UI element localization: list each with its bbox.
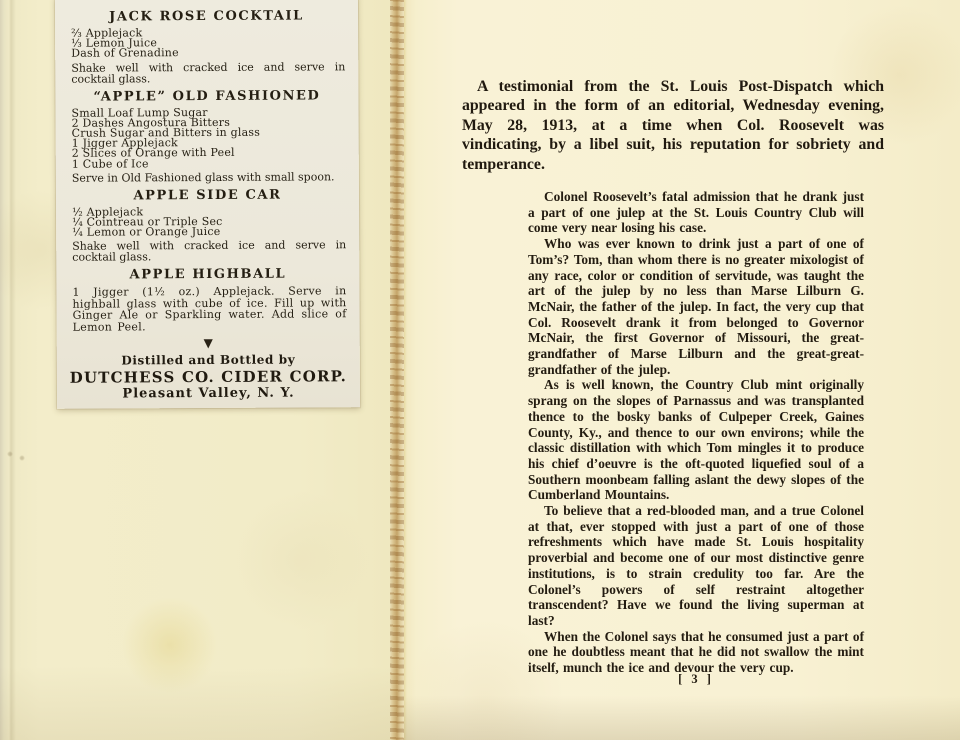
ingredient-line: ⅔ Applejack xyxy=(71,26,143,40)
recipe-title-apple-old-fashioned: “APPLE” OLD FASHIONED xyxy=(93,88,321,105)
ingredient-line: Small Loaf Lump Sugar xyxy=(71,105,208,120)
recipe-instructions: 1 Jigger (1½ oz.) Applejack. Serve in highball glass with cube of ice. Fill up with Ginger Ale or Sparkling water. Add slice of Lemon Peel. xyxy=(72,284,347,334)
editorial-paragraph: To believe that a red-blooded man, and a true Colonel at that, ever stopped with just a part of one of those refreshments which have made St. Louis hospitality proverbial and become one of our most distinctive genre institutions, is to strain credulity too far. Are the Colonel’s powers of self restraint altogether transcendent? Have we found the living superman at last? xyxy=(528,503,864,628)
distiller-name: DUTCHESS CO. CIDER CORP. xyxy=(69,367,348,387)
recipe-card xyxy=(55,0,360,409)
recipe-instructions: Shake well with cracked ice and serve in cocktail glass. xyxy=(71,59,346,86)
distiller-credit-block xyxy=(66,353,351,401)
recipe-instructions: Shake well with cracked ice and serve in cocktail glass. xyxy=(72,238,347,265)
ingredient-list xyxy=(64,27,349,59)
ingredient-line: ⅓ Lemon Juice xyxy=(71,36,158,50)
recipe-title-apple-highball: APPLE HIGHBALL xyxy=(129,267,287,283)
ingredient-line: ¼ Lemon or Orange Juice xyxy=(72,225,221,239)
ingredient-line: 2 Dashes Angostura Bitters xyxy=(71,115,231,130)
testimonial-intro: A testimonial from the St. Louis Post-Dispatch which appeared in the form of an editorial, Wednesday evening, May 28, 1913, at a time when Col. Roosevelt was vindicating, by a libel suit, his reputation for sobriety and temperance. xyxy=(462,78,884,173)
page-number: [ 3 ] xyxy=(678,672,714,686)
editorial-paragraph: As is well known, the Country Club mint originally sprang on the slopes of Parnassus and was transplanted thence to the bosky banks of Culpeper Creek, Gaines County, Ky., and thence to our own environs; while the classic distillation with which Tom mingles it to produce his chief d’oeuvre is the oft-quoted liquefied soul of a Southern moonbeam falling aslant the dewy slopes of the Cumberland Mountains. xyxy=(528,377,864,503)
ingredient-line: 2 Slices of Orange with Peel xyxy=(71,146,235,161)
distiller-credit: Distilled and Bottled by xyxy=(121,352,296,368)
editorial-paragraph: Colonel Roosevelt’s fatal admission that he drank just a part of one julep at the St. Louis Country Club will come very near losing his case. xyxy=(528,189,864,236)
ingredient-line: ¼ Cointreau or Triple Sec xyxy=(72,214,223,229)
editorial-body xyxy=(528,189,864,676)
ingredient-line: Crush Sugar and Bitters in glass xyxy=(71,125,261,140)
ingredient-list xyxy=(65,107,350,170)
ingredient-line: Dash of Grenadine xyxy=(71,46,179,61)
left-page xyxy=(0,0,390,740)
ingredient-line: ½ Applejack xyxy=(72,205,144,219)
ingredient-list xyxy=(65,206,350,238)
down-triangle-icon: ▼ xyxy=(203,336,213,351)
recipe-instructions: Serve in Old Fashioned glass with small spoon. xyxy=(71,170,335,185)
page-gutter-torn-edge xyxy=(390,0,404,740)
recipe-title-apple-side-car: APPLE SIDE CAR xyxy=(133,187,282,204)
right-page xyxy=(404,0,960,740)
ingredient-line: 1 Cube of Ice xyxy=(71,156,149,171)
ingredient-line: 1 Jigger Applejack xyxy=(71,136,178,150)
distiller-location: Pleasant Valley, N. Y. xyxy=(122,385,295,402)
recipe-title-jack-rose: JACK ROSE COCKTAIL xyxy=(109,8,304,25)
editorial-paragraph: When the Colonel says that he consumed just a part of one he doubtless meant that he did not swallow the mint itself, munch the ice and devour the very cup. xyxy=(528,628,864,676)
editorial-paragraph: Who was ever known to drink just a part of one of Tom’s? Tom, than whom there is no greater mixologist of any race, color or condition of servitude, was taught the art of the julep by no less than Marse Lilburn G. McNair, the father of the julep. In fact, the very cup that Col. Roosevelt drank it from belonged to Governor McNair, the first Governor of Missouri, the great-grandfather of Marse Lilburn and the great-great-grandfather of the julep. xyxy=(528,236,864,377)
margin-smudge xyxy=(4,444,30,466)
